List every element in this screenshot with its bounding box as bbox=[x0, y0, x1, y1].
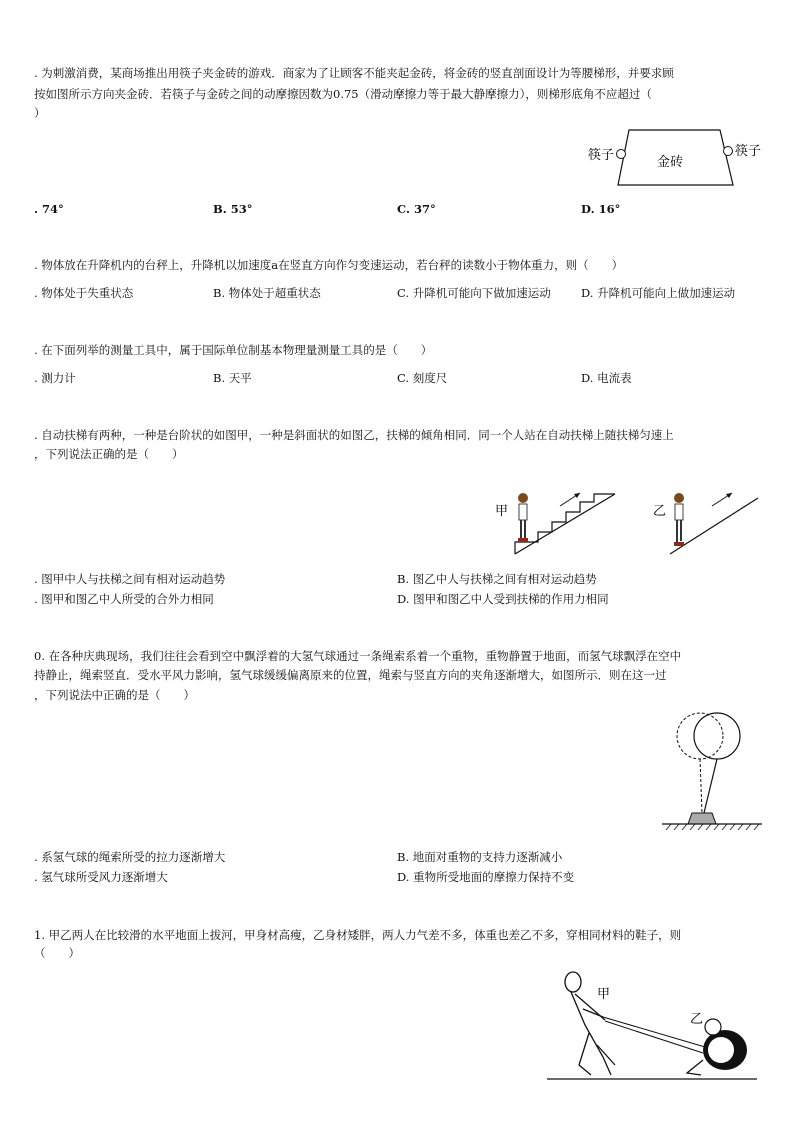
left-chopstick-circle bbox=[617, 150, 626, 159]
q3-stem-line1: . 在下面列举的测量工具中，属于国际单位制基本物理量测量工具的是（ ） bbox=[34, 343, 433, 357]
q1-option-a: . 74° bbox=[34, 202, 64, 216]
rope-lower bbox=[605, 1021, 703, 1053]
q1-option-d: D. 16° bbox=[581, 202, 621, 216]
arrow-up-icon-b bbox=[726, 493, 732, 498]
q5-option-d: D. 重物所受地面的摩擦力保持不变 bbox=[397, 870, 575, 884]
person-figure-a bbox=[518, 493, 528, 542]
person-figure-b bbox=[674, 493, 684, 546]
escalator-label-jia: 甲 bbox=[495, 504, 509, 519]
tug-label-yi: 乙 bbox=[690, 1012, 704, 1027]
q1-stem-line3: ） bbox=[34, 106, 46, 120]
arrow-up-icon bbox=[574, 493, 580, 498]
q5-option-b: B. 地面对重物的支持力逐渐减小 bbox=[397, 850, 563, 864]
rope-displaced bbox=[704, 759, 717, 813]
balloon-figure bbox=[660, 706, 765, 836]
q6-stem-line2: （ ） bbox=[34, 946, 80, 960]
q5-stem-line1: 0. 在各种庆典现场，我们往往会看到空中飘浮着的大氢气球通过一条绳索系着一个重物，重物静置于地面，而氢气球飘浮在空中 bbox=[34, 649, 682, 663]
q1-option-c: C. 37° bbox=[397, 202, 436, 216]
q6-stem-line1: 1. 甲乙两人在比较滑的水平地面上拔河，甲身材高瘦，乙身材矮胖，两人力气差不多，体重也差乙不多，穿相同材料的鞋子，则 bbox=[34, 928, 682, 942]
q2-option-c: C. 升降机可能向下做加速运动 bbox=[397, 286, 551, 300]
weight-block bbox=[688, 813, 716, 824]
q5-option-c: . 氢气球所受风力逐渐增大 bbox=[34, 870, 168, 884]
brick-label: 金砖 bbox=[657, 155, 684, 170]
q2-stem-line1: . 物体放在升降机内的台秤上，升降机以加速度a在竖直方向作匀变速运动，若台秤的读数小于物体重力，则（ ） bbox=[34, 258, 624, 272]
q2-option-b: B. 物体处于超重状态 bbox=[213, 286, 321, 300]
q4-stem-line2: ，下列说法正确的是（ ） bbox=[34, 447, 184, 461]
q3-option-d: D. 电流表 bbox=[581, 371, 632, 385]
q1-stem-line2: 按如图所示方向夹金砖．若筷子与金砖之间的动摩擦因数为0.75（滑动摩擦力等于最大静摩擦力），则梯形底角不应超过（ bbox=[34, 87, 652, 101]
q4-option-c: . 图甲和图乙中人所受的合外力相同 bbox=[34, 592, 214, 606]
ground-hatching bbox=[666, 824, 759, 830]
right-chopstick-circle bbox=[724, 147, 733, 156]
q4-stem-line1: . 自动扶梯有两种，一种是台阶状的如图甲，一种是斜面状的如图乙，扶梯的倾角相同．同一个人站在自动扶梯上随扶梯匀速上 bbox=[34, 428, 674, 442]
q3-option-c: C. 刻度尺 bbox=[397, 371, 448, 385]
gold-brick-figure bbox=[585, 125, 765, 190]
tug-label-jia: 甲 bbox=[597, 987, 611, 1002]
q5-stem-line2: 持静止，绳索竖直．受水平风力影响，氢气球缓缓偏离原来的位置，绳索与竖直方向的夹角逐渐增大，如图所示．则在这一过 bbox=[34, 668, 667, 682]
left-chopstick-label: 筷子 bbox=[588, 148, 615, 163]
q3-option-b: B. 天平 bbox=[213, 371, 252, 385]
q4-option-b: B. 图乙中人与扶梯之间有相对运动趋势 bbox=[397, 572, 597, 586]
q5-stem-line3: ，下列说法中正确的是（ ） bbox=[34, 688, 195, 702]
q5-option-a: . 系氢气球的绳索所受的拉力逐渐增大 bbox=[34, 850, 226, 864]
tug-of-war-figure bbox=[545, 965, 760, 1083]
right-chopstick-label: 筷子 bbox=[735, 144, 762, 159]
rope-original bbox=[700, 759, 702, 813]
escalator-label-yi: 乙 bbox=[653, 504, 667, 519]
q3-option-a: . 测力计 bbox=[34, 371, 76, 385]
q4-option-d: D. 图甲和图乙中人受到扶梯的作用力相同 bbox=[397, 592, 609, 606]
person-short-fat bbox=[687, 1019, 747, 1075]
q1-option-b: B. 53° bbox=[213, 202, 253, 216]
q2-option-a: . 物体处于失重状态 bbox=[34, 286, 134, 300]
escalator-figure bbox=[490, 478, 765, 560]
q1-stem-line1: . 为刺激消费，某商场推出用筷子夹金砖的游戏．商家为了让顾客不能夹起金砖，将金砖的竖直剖面设计为等腰梯形，并要求顾 bbox=[34, 66, 674, 80]
q4-option-a: . 图甲中人与扶梯之间有相对运动趋势 bbox=[34, 572, 226, 586]
q2-option-d: D. 升降机可能向上做加速运动 bbox=[581, 286, 736, 300]
